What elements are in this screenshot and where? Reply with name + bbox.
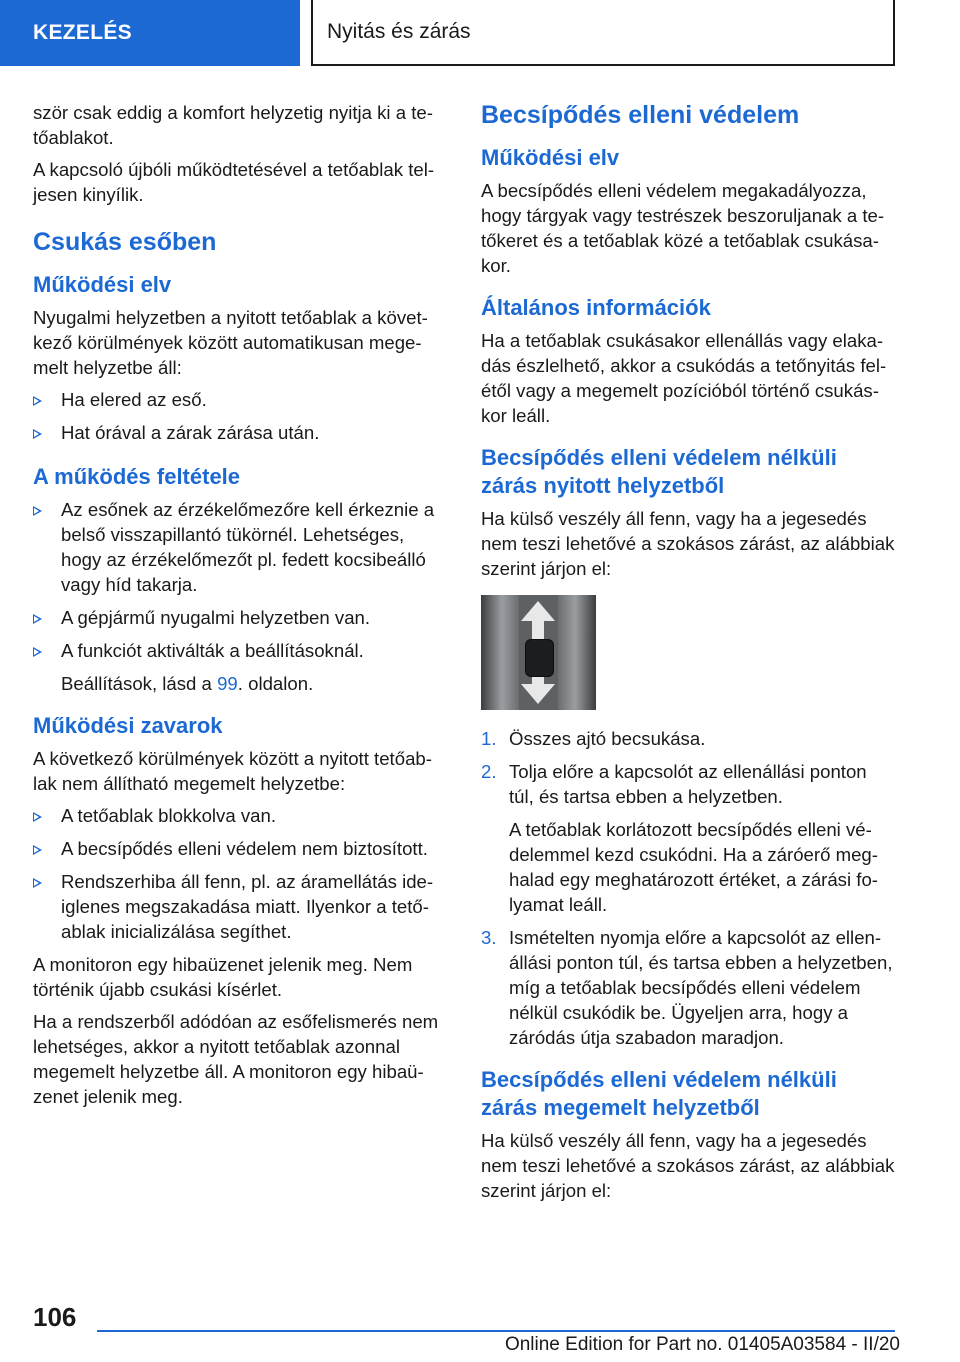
step-list bbox=[481, 726, 896, 1050]
bullet-list bbox=[33, 803, 448, 944]
triangle-bullet-icon bbox=[33, 812, 42, 822]
list-item: A funkciót aktiválták a beállításoknál. Beállítások, lásd a 99. oldalon. bbox=[33, 638, 448, 696]
paragraph: A becsípődés elleni védelem megakadályozza, hogy tárgyak vagy testrészek beszoruljanak a tetőkeret és a tetőablak közé a tetőablak csukásakor. bbox=[481, 180, 885, 276]
page-header-title: Nyitás és zárás bbox=[311, 0, 895, 66]
list-item: Rendszerhiba áll fenn, pl. az áramellátás ideiglenes megszakadása miatt. Ilyenkor a tetőablak inicializálása segíthet. bbox=[33, 869, 448, 944]
list-item: Ha elered az eső. bbox=[33, 387, 448, 412]
arrow-up-icon bbox=[521, 601, 555, 621]
roof-switch-image bbox=[481, 595, 596, 710]
subheading-principle: Működési elv bbox=[33, 272, 172, 297]
paragraph: A monitoron egy hibaüzenet jelenik meg. Nem történik újabb csukási kísérlet. bbox=[33, 954, 413, 1000]
subheading-close-from-raised: Becsípődés elleni védelem nélküli zárás megemelt helyzetből bbox=[481, 1067, 837, 1120]
subheading-faults: Működési zavarok bbox=[33, 713, 223, 738]
roof-switch-icon bbox=[525, 639, 554, 677]
triangle-bullet-icon bbox=[33, 878, 42, 888]
triangle-bullet-icon bbox=[33, 614, 42, 624]
paragraph: Nyugalmi helyzetben a nyitott tetőablak a következő körülmények között automatikusan megemelt helyzetbe áll: bbox=[33, 307, 428, 378]
heading-rain-closing: Csukás esőben bbox=[33, 228, 217, 256]
paragraph: A kapcsoló újbóli működtetésével a tetőablak teljesen kinyílik. bbox=[33, 159, 435, 205]
right-column bbox=[481, 100, 896, 1210]
step-item: 3. Ismételten nyomja előre a kapcsolót az ellenállási ponton túl, és tartsa ebben a helyzetben, míg a tetőablak becsípődés elleni védelem nélkül csukódik be. Ügyeljen arra, hogy a záródás útja szabadon maradjon. bbox=[481, 927, 893, 1048]
triangle-bullet-icon bbox=[33, 647, 42, 657]
list-item: A becsípődés elleni védelem nem biztosított. bbox=[33, 836, 448, 861]
bullet-list bbox=[33, 497, 448, 696]
arrow-down-icon bbox=[521, 684, 555, 704]
bullet-list bbox=[33, 387, 448, 445]
subheading-condition: A működés feltétele bbox=[33, 464, 241, 489]
paragraph: ször csak eddig a komfort helyzetig nyitja ki a tetőablakot. bbox=[33, 102, 433, 148]
list-item: A tetőablak blokkolva van. bbox=[33, 803, 448, 828]
subheading-principle: Működési elv bbox=[481, 145, 620, 170]
step-item: 1. Összes ajtó becsukása. bbox=[481, 728, 706, 749]
subheading-close-from-open: Becsípődés elleni védelem nélküli zárás nyitott helyzetből bbox=[481, 445, 837, 498]
list-item: A gépjármű nyugalmi helyzetben van. bbox=[33, 605, 448, 630]
list-item: Hat órával a zárak zárása után. bbox=[33, 420, 448, 445]
page-link[interactable]: 99 bbox=[217, 673, 238, 694]
footer-edition: Online Edition for Part no. 01405A03584 - II/20 bbox=[504, 1334, 900, 1355]
list-item: Az esőnek az érzékelőmezőre kell érkeznie a belső visszapillantó tükörnél. Lehetséges, hogy az érzékelőmezőt pl. fedett kocsibeálló vagy híd takarja. bbox=[33, 497, 448, 597]
paragraph: Ha külső veszély áll fenn, vagy ha a jegesedés nem teszi lehetővé a szokásos zárást, az alábbiak szerint járjon el: bbox=[481, 1130, 895, 1201]
triangle-bullet-icon bbox=[33, 845, 42, 855]
subheading-general-info: Általános információk bbox=[481, 295, 711, 320]
step-item: 2. Tolja előre a kapcsolót az ellenállási ponton túl, és tartsa ebben a helyzetben. A tetőablak korlátozott becsípődés elleni védelemmel kezd csukódni. Ha a záróerő meghalad egy meghatározott értéket, a zárási folyamat leáll. bbox=[481, 761, 878, 915]
paragraph: Ha a tetőablak csukásakor ellenállás vagy elakadás észlelhető, akkor a csukódás a tetőnyitás felétől vagy a megemelt pozícióból történő csukáskor leáll. bbox=[481, 330, 887, 426]
paragraph: Ha külső veszély áll fenn, vagy ha a jegesedés nem teszi lehetővé a szokásos zárást, az alábbiak szerint járjon el: bbox=[481, 508, 895, 579]
triangle-bullet-icon bbox=[33, 396, 42, 406]
paragraph: Ha a rendszerből adódóan az esőfelismerés nem lehetséges, akkor a nyitott tetőablak azonnal megemelt helyzetbe áll. A monitoron egy hibaüzenet jelenik meg. bbox=[33, 1011, 439, 1107]
triangle-bullet-icon bbox=[33, 429, 42, 439]
left-column bbox=[33, 100, 448, 1116]
paragraph: A következő körülmények között a nyitott tetőablak nem állítható megemelt helyzetbe: bbox=[33, 748, 432, 794]
settings-reference: Beállítások, lásd a 99. oldalon. bbox=[61, 673, 314, 694]
heading-pinch-protection: Becsípődés elleni védelem bbox=[481, 101, 800, 129]
page-number: 106 bbox=[33, 1302, 77, 1332]
section-tab: KEZELÉS bbox=[0, 0, 300, 66]
triangle-bullet-icon bbox=[33, 506, 42, 516]
